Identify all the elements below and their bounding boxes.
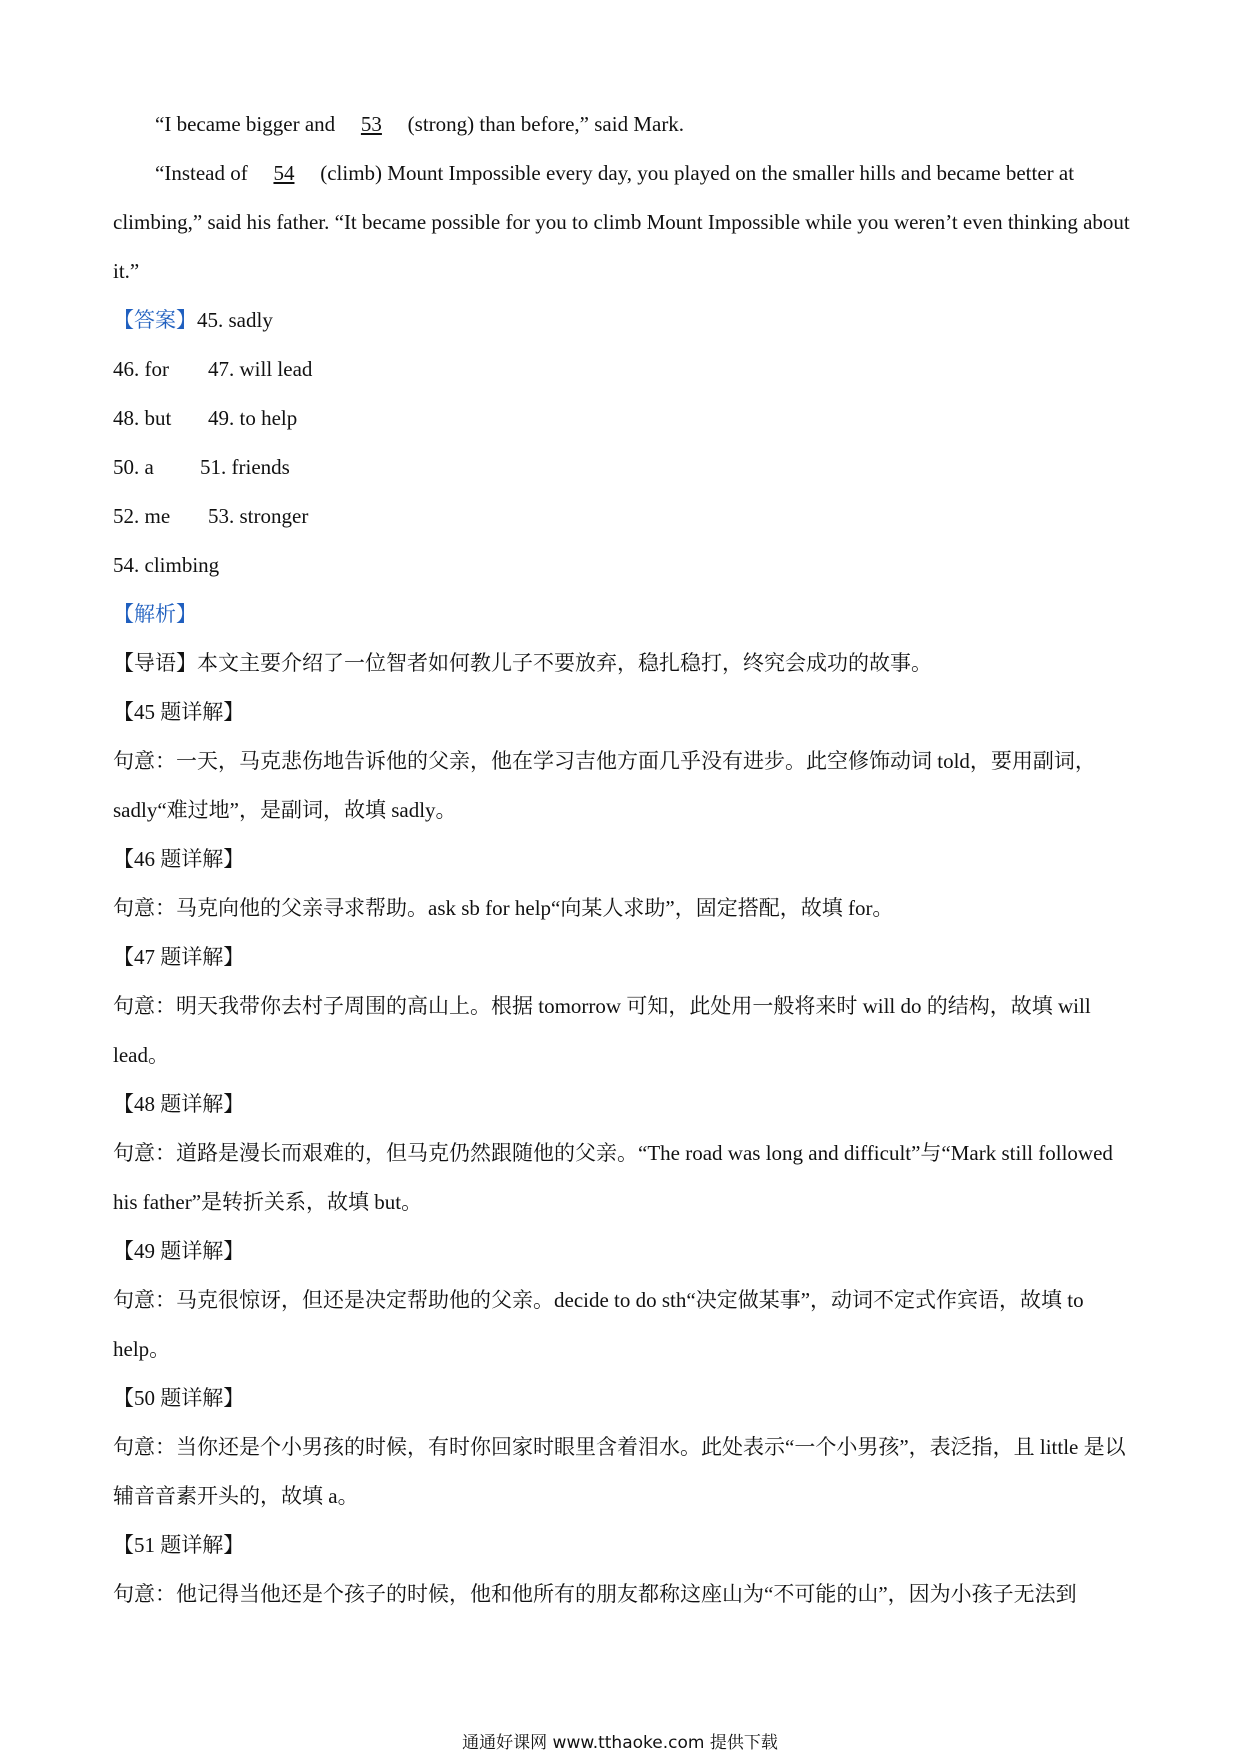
page-footer: 通通好课网 www.tthaoke.com 提供下载 (462, 1733, 778, 1753)
detail-text: 句意：当你还是个小男孩的时候，有时你回家时眼里含着泪水。此处表示“一个小男孩”，表泛指，且 little 是以辅音音素开头的，故填 a。 (113, 1435, 1126, 1508)
detail-text: 句意：他记得当他还是个孩子的时候，他和他所有的朋友都称这座山为“不可能的山”，因为小孩子无法到 (113, 1582, 1077, 1606)
detail-title: 【47 题详解】 (113, 945, 245, 969)
answer-label: 【答案】 (113, 308, 197, 332)
text: “I became bigger and (155, 112, 341, 136)
text: (strong) than before,” said Mark. (402, 112, 685, 136)
detail-title: 【45 题详解】 (113, 700, 245, 724)
passage-paragraph-54 (113, 149, 1133, 296)
analysis-intro: 【导语】本文主要介绍了一位智者如何教儿子不要放弃，稳扎稳打，终究会成功的故事。 (113, 651, 932, 675)
answer-row (113, 492, 1133, 541)
detail-text: 句意：明天我带你去村子周围的高山上。根据 tomorrow 可知，此处用一般将来时 will do 的结构，故填 will lead。 (113, 994, 1091, 1067)
answer-item: 52. me (113, 504, 171, 528)
answer-row (113, 345, 1133, 394)
answer-item: 45. sadly (197, 308, 273, 332)
blank-54: 54 (273, 161, 295, 185)
detail-text: 句意：道路是漫长而艰难的，但马克仍然跟随他的父亲。“The road was long and difficult”与“Mark still followed his father”是转折关系，故填 but。 (113, 1141, 1113, 1214)
answer-first-row (113, 296, 1133, 345)
answer-item: 54. climbing (113, 553, 220, 577)
blank-53: 53 (360, 112, 382, 136)
answer-item: 50. a (113, 455, 154, 479)
detail-title: 【46 题详解】 (113, 847, 245, 871)
answer-row (113, 541, 1133, 590)
detail-text: 句意：马克很惊讶，但还是决定帮助他的父亲。decide to do sth“决定做某事”，动词不定式作宾语，故填 to help。 (113, 1288, 1084, 1361)
answer-item: 53. stronger (208, 504, 309, 528)
detail-title: 【49 题详解】 (113, 1239, 245, 1263)
document-content (113, 100, 1133, 1619)
detail-text: 句意：马克向他的父亲寻求帮助。ask sb for help“向某人求助”，固定搭配，故填 for。 (113, 896, 894, 920)
answer-item: 49. to help (208, 406, 298, 430)
answer-item: 51. friends (200, 455, 290, 479)
detail-title: 【50 题详解】 (113, 1386, 245, 1410)
answer-item: 48. but (113, 406, 172, 430)
answer-row (113, 394, 1133, 443)
analysis-label: 【解析】 (113, 602, 197, 626)
text: (climb) Mount Impossible every day, you played on the smaller hills and became better at climbing,” said his father. “It became possible for you to climb Mount Impossible while you weren’t even thinking about it.” (113, 161, 1130, 283)
answer-row (113, 443, 1133, 492)
text: “Instead of (155, 161, 253, 185)
detail-text: 句意：一天，马克悲伤地告诉他的父亲，他在学习吉他方面几乎没有进步。此空修饰动词 told，要用副词，sadly“难过地”，是副词，故填 sadly。 (113, 749, 1096, 822)
detail-title: 【51 题详解】 (113, 1533, 245, 1557)
passage-paragraph-53 (113, 100, 1133, 149)
answer-item: 47. will lead (208, 357, 313, 381)
answer-item: 46. for (113, 357, 169, 381)
detail-title: 【48 题详解】 (113, 1092, 245, 1116)
